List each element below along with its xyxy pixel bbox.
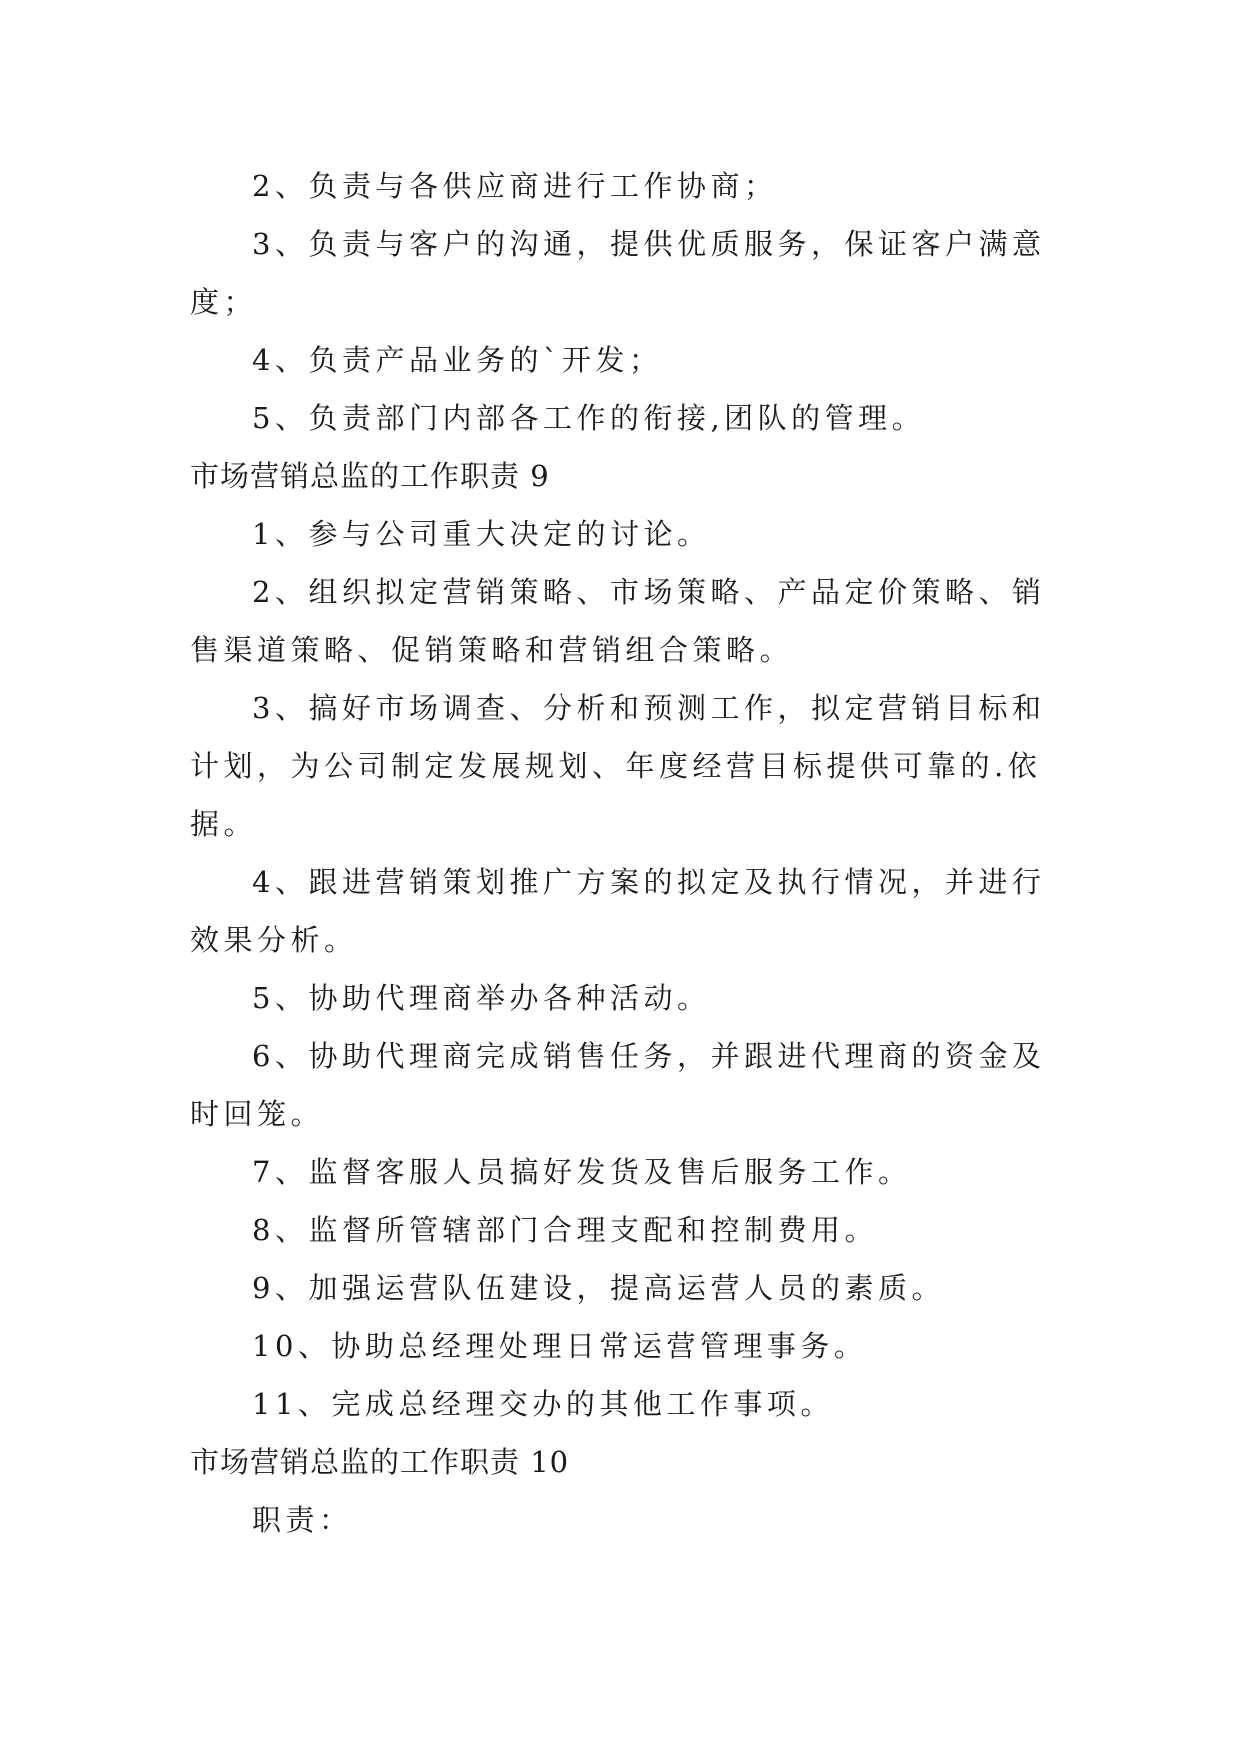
paragraph-line: 7、监督客服人员搞好发货及售后服务工作。: [252, 1155, 912, 1189]
paragraph-line: 10、协助总经理处理日常运营管理事务。: [252, 1329, 868, 1363]
paragraph-line: 度；: [190, 285, 258, 319]
paragraph-line: 5、负责部门内部各工作的衔接,团队的管理。: [252, 401, 926, 435]
paragraph-line: 3、负责与客户的沟通，提供优质服务，保证客户满意: [252, 227, 1046, 261]
paragraph-line: 4、负责产品业务的`开发；: [252, 343, 663, 377]
paragraph-line: 11、完成总经理交办的其他工作事项。: [252, 1387, 834, 1421]
paragraph-line: 效果分析。: [190, 923, 358, 957]
section-heading: 市场营销总监的工作职责 9: [190, 459, 550, 493]
paragraph-line: 1、参与公司重大决定的讨论。: [252, 517, 711, 551]
paragraph-line: 6、协助代理商完成销售任务，并跟进代理商的资金及: [252, 1039, 1046, 1073]
paragraph-line: 售渠道策略、促销策略和营销组合策略。: [190, 633, 794, 667]
paragraph-line: 5、协助代理商举办各种活动。: [252, 981, 711, 1015]
paragraph-line: 9、加强运营队伍建设，提高运营人员的素质。: [252, 1271, 945, 1305]
paragraph-line: 时回笼。: [190, 1097, 325, 1131]
paragraph-line: 职责：: [252, 1503, 353, 1537]
paragraph-line: 3、搞好市场调查、分析和预测工作，拟定营销目标和: [252, 691, 1046, 725]
paragraph-line: 计划，为公司制定发展规划、年度经营目标提供可靠的.依: [190, 749, 1042, 783]
paragraph-line: 8、监督所管辖部门合理支配和控制费用。: [252, 1213, 878, 1247]
section-heading: 市场营销总监的工作职责 10: [190, 1445, 570, 1479]
paragraph-line: 2、负责与各供应商进行工作协商；: [252, 169, 778, 203]
paragraph-line: 4、跟进营销策划推广方案的拟定及执行情况，并进行: [252, 865, 1046, 899]
paragraph-line: 2、组织拟定营销策略、市场策略、产品定价策略、销: [252, 575, 1046, 609]
paragraph-line: 据。: [190, 807, 258, 841]
